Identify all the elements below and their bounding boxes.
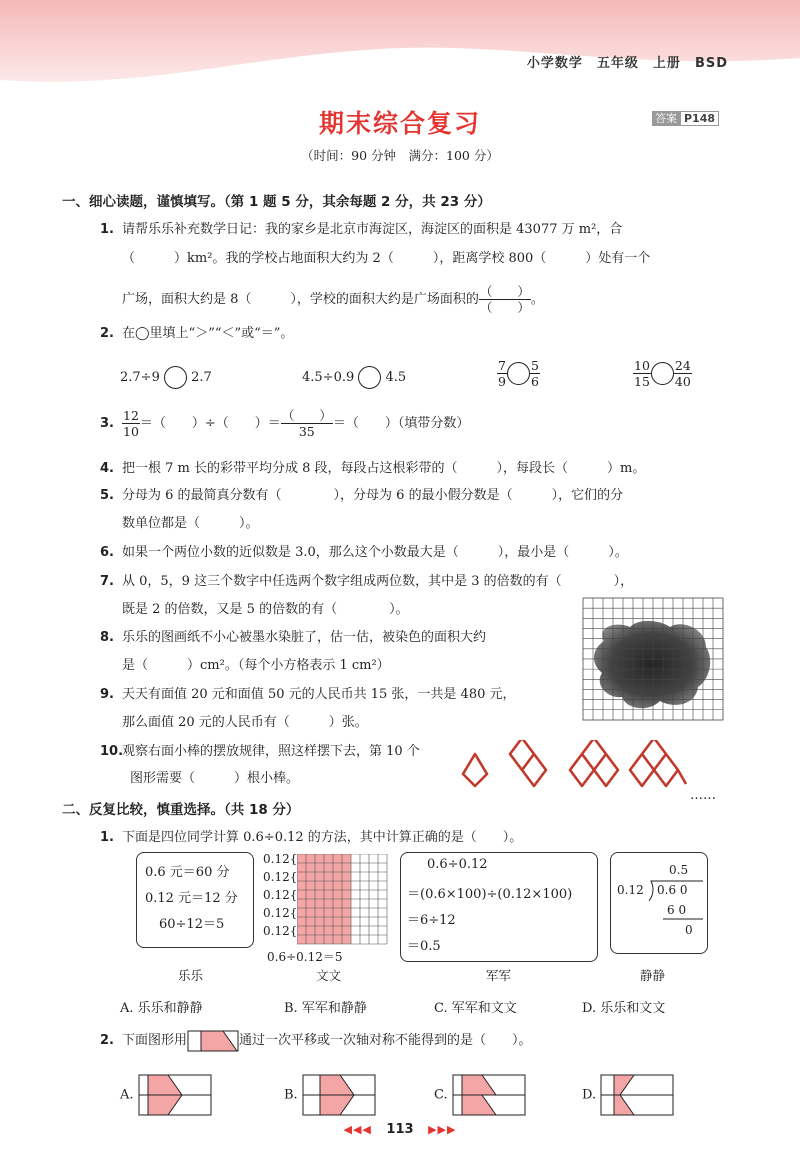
answer-page: P148 bbox=[680, 111, 719, 126]
grid-caption: 0.6÷0.12＝5 bbox=[267, 950, 343, 964]
fraction bbox=[633, 358, 651, 389]
header-grade: 五年级 bbox=[596, 56, 639, 71]
compare-circle[interactable] bbox=[164, 366, 187, 389]
compare-left: 4.5÷0.9 bbox=[302, 370, 355, 385]
question-number: 1. bbox=[100, 830, 114, 845]
question-text: 广场，面积大约是 8（ ），学校的面积大约是广场面积的 bbox=[122, 292, 479, 307]
name-junjun: 军军 bbox=[486, 968, 512, 983]
fraction-denominator: 10 bbox=[123, 424, 139, 439]
card-line: ＝0.5 bbox=[407, 939, 441, 954]
question-number: 6. bbox=[100, 545, 114, 560]
brace-label: 0.12{ bbox=[263, 852, 298, 866]
question-number: 2. bbox=[100, 1033, 114, 1048]
name-jingjing: 静静 bbox=[640, 968, 666, 983]
question-8-line2: 是（ ）cm²。（每个小方格表示 1 cm²） bbox=[122, 658, 390, 673]
option-b[interactable]: B. 军军和静静 bbox=[284, 1001, 367, 1016]
fraction-denominator: （ ） bbox=[479, 300, 530, 315]
question-7 bbox=[100, 570, 633, 589]
question-text: 天天有面值 20 元和面值 50 元的人民币共 15 张，一共是 480 元， bbox=[122, 687, 516, 702]
name-wenwen: 文文 bbox=[316, 968, 342, 983]
card-line: ＝(0.6×100)÷(0.12×100) bbox=[407, 887, 573, 902]
s2-question-1 bbox=[100, 826, 522, 845]
hundred-grid bbox=[297, 854, 389, 946]
page-number: 113 bbox=[386, 1122, 414, 1137]
fraction-numerator: （ ） bbox=[479, 284, 530, 299]
fraction bbox=[497, 358, 507, 389]
question-3 bbox=[100, 408, 469, 439]
question-text: 乐乐的图画纸不小心被墨水染脏了，估一估，被染色的面积大约 bbox=[122, 630, 487, 645]
question-10 bbox=[100, 740, 420, 759]
card-line: 0.6÷0.12 bbox=[427, 857, 488, 872]
question-text: 观察右面小棒的摆放规律，照这样摆下去，第 10 个 bbox=[122, 744, 420, 759]
method-card-lele bbox=[136, 852, 254, 948]
fraction-numerator: 7 bbox=[498, 358, 506, 373]
brace-label: 0.12{ bbox=[263, 888, 298, 902]
compare-item-2 bbox=[302, 366, 406, 389]
division-bracket bbox=[611, 853, 707, 953]
fraction-denominator: 15 bbox=[634, 374, 650, 389]
shape-option-d[interactable] bbox=[582, 1074, 674, 1116]
remainder: 0 bbox=[685, 923, 693, 937]
question-text: 下面是四位同学计算 0.6÷0.12 的方法，其中计算正确的是（ ）。 bbox=[122, 830, 523, 845]
question-8 bbox=[100, 626, 486, 645]
compare-item-3 bbox=[497, 358, 540, 389]
question-10-line2: 图形需要（ ）根小棒。 bbox=[130, 771, 300, 786]
question-text: 下面图形用 bbox=[122, 1033, 188, 1048]
fraction-denominator: 40 bbox=[674, 374, 691, 389]
question-text: 从 0，5，9 这三个数字中任选两个数字组成两位数，其中是 3 的倍数的有（ ）， bbox=[122, 574, 634, 589]
question-7-line2: 既是 2 的倍数，又是 5 的倍数的有（ ）。 bbox=[122, 602, 409, 617]
shape-option-b[interactable] bbox=[284, 1074, 376, 1116]
question-text: 请帮乐乐补充数学日记：我的家乡是北京市海淀区，海淀区的面积是 43077 万 m²，合 bbox=[122, 222, 623, 237]
punctuation: 。 bbox=[530, 292, 544, 307]
compare-circle[interactable] bbox=[358, 366, 381, 389]
method-card-junjun bbox=[400, 852, 598, 962]
shape-a-icon bbox=[138, 1074, 212, 1116]
header-volume: 上册 bbox=[652, 56, 681, 71]
option-d[interactable]: D. 乐乐和文文 bbox=[582, 1001, 666, 1016]
page-number-bar bbox=[0, 1122, 800, 1137]
brace-label: 0.12{ bbox=[263, 870, 298, 884]
prev-arrows-icon[interactable]: ◀◀◀ bbox=[343, 1123, 372, 1136]
brace-label: 0.12{ bbox=[263, 924, 298, 938]
stick-figure-4 bbox=[630, 740, 686, 786]
fraction bbox=[674, 358, 692, 389]
stick-figure-2 bbox=[510, 740, 546, 786]
question-5-line2: 数单位都是（ ）。 bbox=[122, 516, 259, 531]
option-a[interactable]: A. 乐乐和静静 bbox=[120, 1001, 203, 1016]
question-9 bbox=[100, 683, 516, 702]
shape-option-a[interactable] bbox=[120, 1074, 212, 1116]
question-number: 9. bbox=[100, 687, 114, 702]
header-edition: BSD bbox=[694, 56, 728, 71]
option-letter: A. bbox=[120, 1087, 134, 1103]
option-letter: C. bbox=[434, 1087, 448, 1103]
question-number: 2. bbox=[100, 326, 114, 341]
page-title: 期末综合复习 bbox=[318, 109, 481, 138]
section2-heading: 二、反复比较，慎重选择。（共 18 分） bbox=[62, 802, 300, 818]
divisor: 0.12 bbox=[617, 883, 644, 897]
reference-shape bbox=[187, 1030, 239, 1052]
brace-label: 0.12{ bbox=[263, 906, 298, 920]
question-1-line2: （ ）km²。我的学校占地面积大约为 2（ ），距离学校 800（ ）处有一个 bbox=[122, 251, 651, 266]
question-text: ＝（ ）÷（ ）＝ bbox=[139, 416, 281, 431]
fraction-denominator: 35 bbox=[298, 424, 315, 439]
fraction bbox=[530, 358, 540, 389]
dividend: 0.6 0 bbox=[657, 883, 688, 897]
card-line: ＝6÷12 bbox=[407, 913, 456, 928]
question-number: 4. bbox=[100, 461, 114, 476]
question-1 bbox=[100, 218, 622, 237]
question-text: 在◯里填上“＞”“＜”或“＝”。 bbox=[122, 326, 294, 341]
stick-figure-1 bbox=[463, 754, 487, 786]
option-c[interactable]: C. 军军和文文 bbox=[434, 1001, 517, 1016]
fraction-blank[interactable] bbox=[281, 408, 333, 439]
shape-option-c[interactable] bbox=[434, 1074, 526, 1116]
section1-heading: 一、细心读题，谨慎填写。（第 1 题 5 分，其余每题 2 分，共 23 分） bbox=[62, 194, 491, 210]
fraction-blank[interactable] bbox=[479, 284, 531, 315]
question-number: 3. bbox=[100, 416, 114, 431]
card-line: 0.6 元＝60 分 bbox=[145, 865, 230, 880]
fraction-numerator: （ ） bbox=[281, 408, 332, 423]
question-number: 5. bbox=[100, 488, 114, 503]
method-card-jingjing bbox=[610, 852, 708, 954]
stick-figure-3 bbox=[570, 740, 618, 786]
question-1-line3 bbox=[122, 284, 544, 315]
shape-c-icon bbox=[452, 1074, 526, 1116]
shape-b-icon bbox=[302, 1074, 376, 1116]
question-number: 7. bbox=[100, 574, 114, 589]
fraction-denominator: 9 bbox=[498, 374, 506, 389]
answer-label: 答案 bbox=[652, 111, 680, 126]
question-number: 8. bbox=[100, 630, 114, 645]
fraction-numerator: 10 bbox=[634, 358, 650, 373]
method-card-wenwen bbox=[263, 852, 393, 968]
question-6 bbox=[100, 541, 628, 560]
option-letter: D. bbox=[582, 1087, 597, 1103]
card-line: 60÷12＝5 bbox=[159, 917, 225, 932]
fraction bbox=[122, 408, 140, 439]
exam-info: （时间：90 分钟 满分：100 分） bbox=[301, 148, 499, 163]
compare-item-1 bbox=[120, 366, 212, 389]
name-lele: 乐乐 bbox=[178, 968, 204, 983]
stick-pattern bbox=[460, 740, 700, 796]
shape-d-icon bbox=[600, 1074, 674, 1116]
fraction-numerator: 5 bbox=[530, 358, 539, 373]
question-number: 1. bbox=[100, 222, 114, 237]
compare-item-4 bbox=[633, 358, 692, 389]
compare-circle[interactable] bbox=[651, 362, 674, 385]
answer-tag[interactable] bbox=[652, 110, 719, 126]
fraction-denominator: 6 bbox=[530, 374, 539, 389]
question-2 bbox=[100, 322, 293, 341]
question-text: 把一根 7 m 长的彩带平均分成 8 段，每段占这根彩带的（ ），每段长（ ）m。 bbox=[122, 461, 646, 476]
compare-right: 4.5 bbox=[385, 370, 407, 385]
compare-circle[interactable] bbox=[507, 362, 530, 385]
option-letter: B. bbox=[284, 1087, 298, 1103]
question-4 bbox=[100, 457, 645, 476]
header-info bbox=[513, 52, 728, 71]
compare-right: 2.7 bbox=[191, 370, 212, 385]
question-text: 分母为 6 的最简真分数有（ ），分母为 6 的最小假分数是（ ），它们的分 bbox=[122, 488, 624, 503]
header-band bbox=[0, 0, 800, 90]
question-text: 如果一个两位小数的近似数是 3.0，那么这个小数最大是（ ），最小是（ ）。 bbox=[122, 545, 628, 560]
s2-question-2 bbox=[100, 1029, 532, 1052]
card-line: 0.12 元＝12 分 bbox=[145, 891, 238, 906]
next-arrows-icon[interactable]: ▶▶▶ bbox=[428, 1123, 457, 1136]
fraction-numerator: 12 bbox=[123, 408, 139, 423]
question-9-line2: 那么面值 20 元的人民币有（ ）张。 bbox=[122, 715, 368, 730]
header-subject: 小学数学 bbox=[526, 56, 583, 71]
question-text: ＝（ ）（填带分数） bbox=[332, 416, 470, 431]
compare-left: 2.7÷9 bbox=[120, 370, 160, 385]
subtrahend: 6 0 bbox=[667, 903, 687, 917]
question-5 bbox=[100, 484, 623, 503]
question-text: 通过一次平移或一次轴对称不能得到的是（ ）。 bbox=[239, 1033, 532, 1048]
pattern-ellipsis: …… bbox=[690, 788, 716, 803]
ink-grid-figure bbox=[582, 597, 724, 721]
question-number: 10. bbox=[100, 744, 124, 759]
quotient: 0.5 bbox=[669, 863, 689, 877]
fraction-numerator: 24 bbox=[674, 358, 691, 373]
